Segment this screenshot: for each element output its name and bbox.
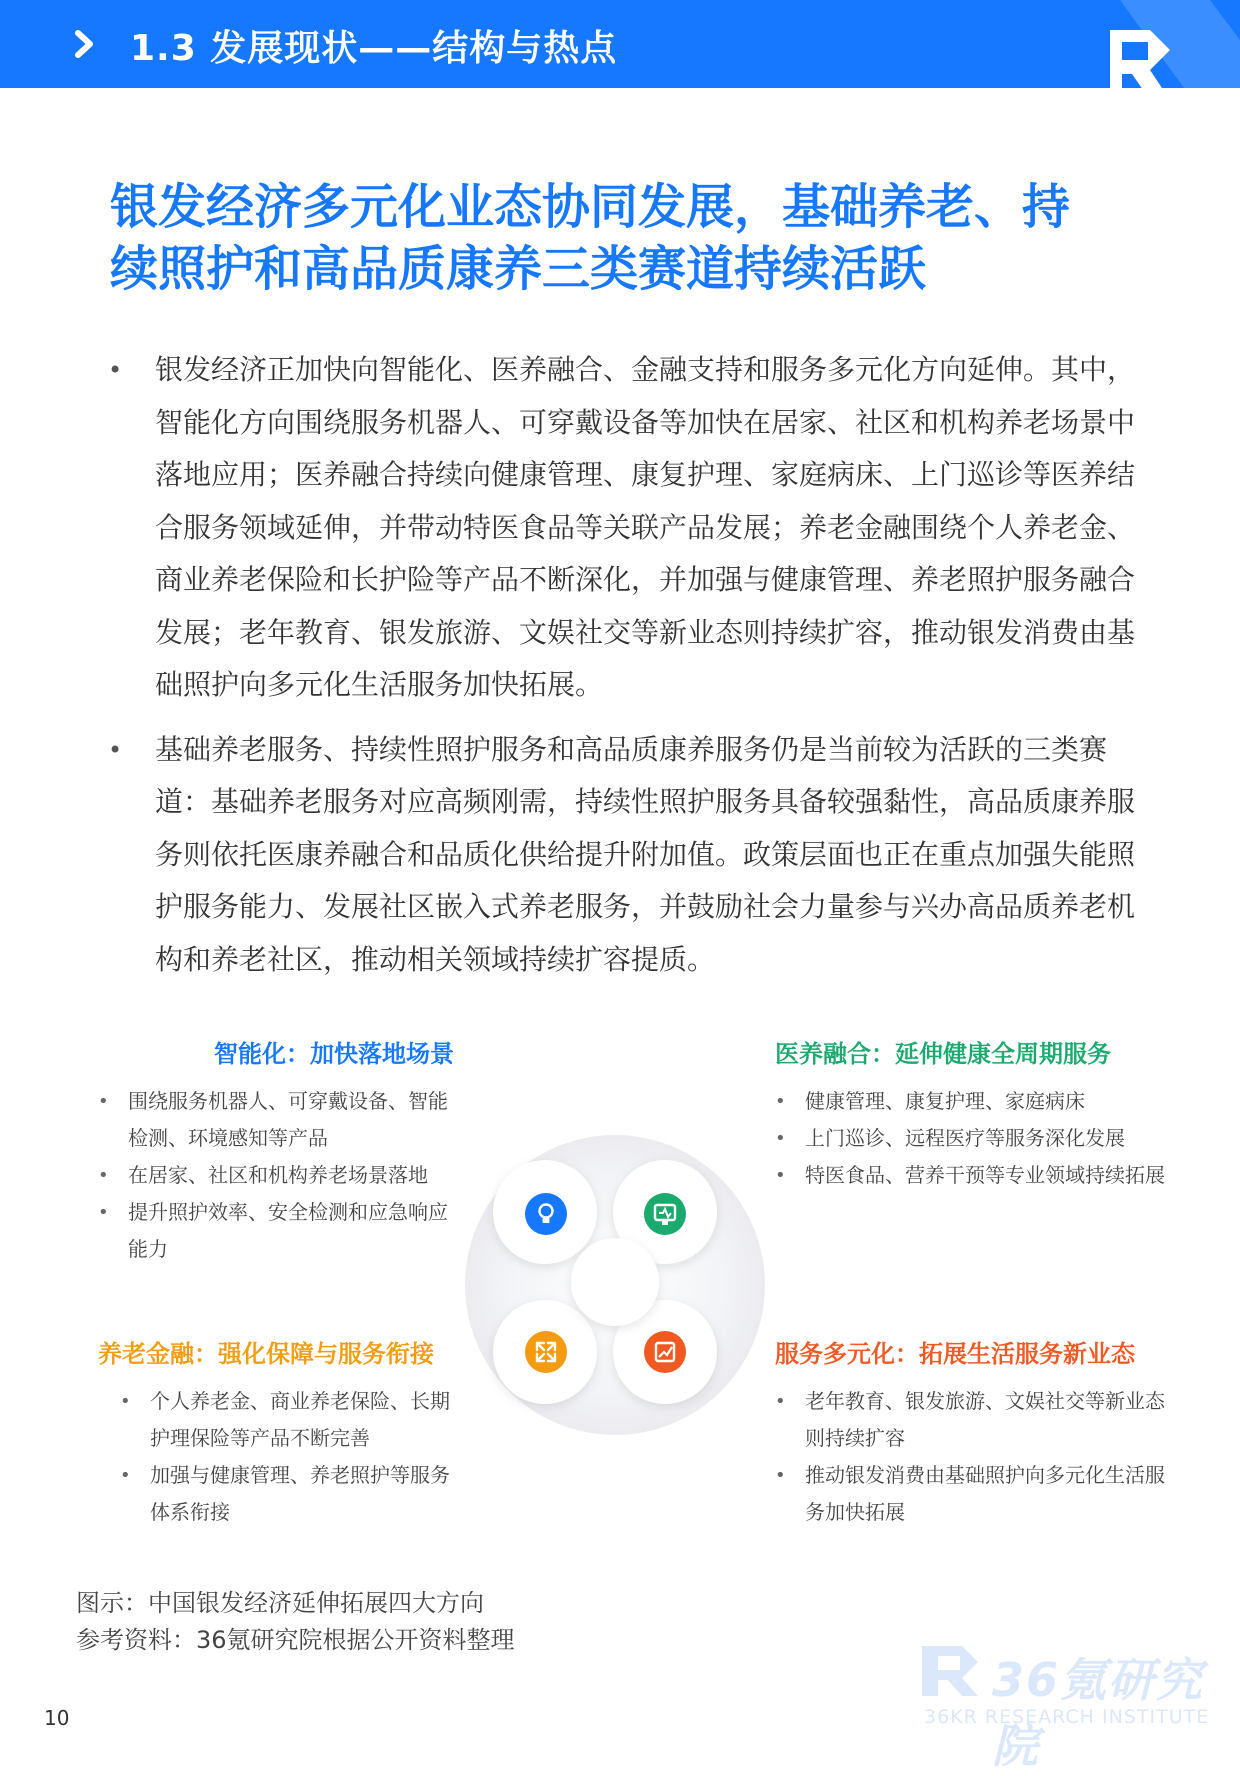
bullet-dot: • — [108, 356, 123, 384]
quadrant-list — [775, 1383, 1165, 1531]
brand-logo-icon — [1000, 0, 1240, 88]
figure-caption: 图示：中国银发经济延伸拓展四大方向 — [76, 1589, 484, 1617]
list-item: • 健康管理、康复护理、家庭病床 — [775, 1089, 1085, 1113]
section-header — [0, 0, 1240, 88]
list-item: • 在居家、社区和机构养老场景落地 — [98, 1163, 428, 1187]
quadrant-pension-finance — [98, 1334, 458, 1531]
list-item: • 个人养老金、商业养老保险、长期护理保险等产品不断完善 — [120, 1389, 450, 1450]
headline-line-2: 续照护和高品质康养三类赛道持续活跃 — [110, 241, 927, 297]
list-item: • 老年教育、银发旅游、文娱社交等新业态则持续扩容 — [775, 1389, 1165, 1450]
chevron-right-icon — [72, 29, 102, 59]
section-title: 1.3 发展现状——结构与热点 — [130, 28, 618, 69]
quadrant-list — [775, 1083, 1165, 1194]
body-bullet — [100, 344, 1135, 712]
list-item: • 上门巡诊、远程医疗等服务深化发展 — [775, 1126, 1125, 1150]
list-item: • 加强与健康管理、养老照护等服务体系衔接 — [120, 1463, 450, 1524]
list-item: • 特医食品、营养干预等专业领域持续拓展 — [775, 1163, 1165, 1187]
quadrant-service-diversification — [775, 1334, 1165, 1531]
body-paragraph-1: 银发经济正加快向智能化、医养融合、金融支持和服务多元化方向延伸。其中，智能化方向围绕服务机器人、可穿戴设备等加快在居家、社区和机构养老场景中落地应用；医养融合持续向健康管理、康复护理、家庭病床、上门巡诊等医养结合服务领域延伸，并带动特医食品等关联产品发展；养老金融围绕个人养老金、商业养老保险和长护险等产品不断深化，并加强与健康管理、养老照护服务融合发展；老年教育、银发旅游、文娱社交等新业态则持续扩容，推动银发消费由基础照护向多元化生活服务加快拓展。 — [155, 353, 1136, 701]
health-monitor-icon — [644, 1193, 686, 1235]
body-bullet-list — [100, 344, 1135, 998]
quadrant-medical-care — [775, 1034, 1165, 1194]
bullet-dot: • — [108, 735, 123, 764]
body-bullet — [100, 724, 1135, 987]
expand-arrows-icon — [525, 1331, 567, 1373]
watermark-brand-cn: 36氪研究院 — [992, 1653, 1205, 1773]
list-item: • 提升照护效率、安全检测和应急响应能力 — [98, 1200, 448, 1261]
quadrant-title: 医养融合：延伸健康全周期服务 — [775, 1040, 1111, 1068]
quadrant-list — [98, 1383, 458, 1531]
quadrant-list — [98, 1083, 458, 1268]
quadrant-intelligent — [98, 1034, 458, 1268]
quadrant-title: 智能化：加快落地场景 — [214, 1040, 454, 1068]
body-paragraph-2: 基础养老服务、持续性照护服务和高品质康养服务仍是当前较为活跃的三类赛道：基础养老服务对应高频刚需，持续性照护服务具备较强黏性，高品质康养服务则依托医康养融合和品质化供给提升附加值。政策层面也正在重点加强失能照护服务能力、发展社区嵌入式养老服务，并鼓励社会力量参与兴办高品质养老机构和养老社区，推动相关领域持续扩容提质。 — [155, 732, 1136, 976]
list-item: • 推动银发消费由基础照护向多元化生活服务加快拓展 — [775, 1463, 1165, 1524]
page-number: 10 — [44, 1706, 70, 1730]
watermark-brand-en: 36KR RESEARCH INSTITUTE — [924, 1706, 1210, 1728]
lightbulb-icon — [525, 1193, 567, 1235]
quadrant-title: 养老金融：强化保障与服务衔接 — [98, 1340, 434, 1368]
diagram-center — [571, 1238, 659, 1326]
source-caption: 参考资料：36氪研究院根据公开资料整理 — [76, 1626, 515, 1654]
headline-line-1: 银发经济多元化业态协同发展，基础养老、持 — [110, 179, 1071, 235]
four-direction-diagram — [460, 1130, 770, 1440]
growth-chart-icon — [644, 1331, 686, 1373]
page-headline — [110, 176, 1150, 300]
quadrant-title: 服务多元化：拓展生活服务新业态 — [775, 1340, 1135, 1368]
list-item: • 围绕服务机器人、可穿戴设备、智能检测、环境感知等产品 — [98, 1089, 448, 1150]
